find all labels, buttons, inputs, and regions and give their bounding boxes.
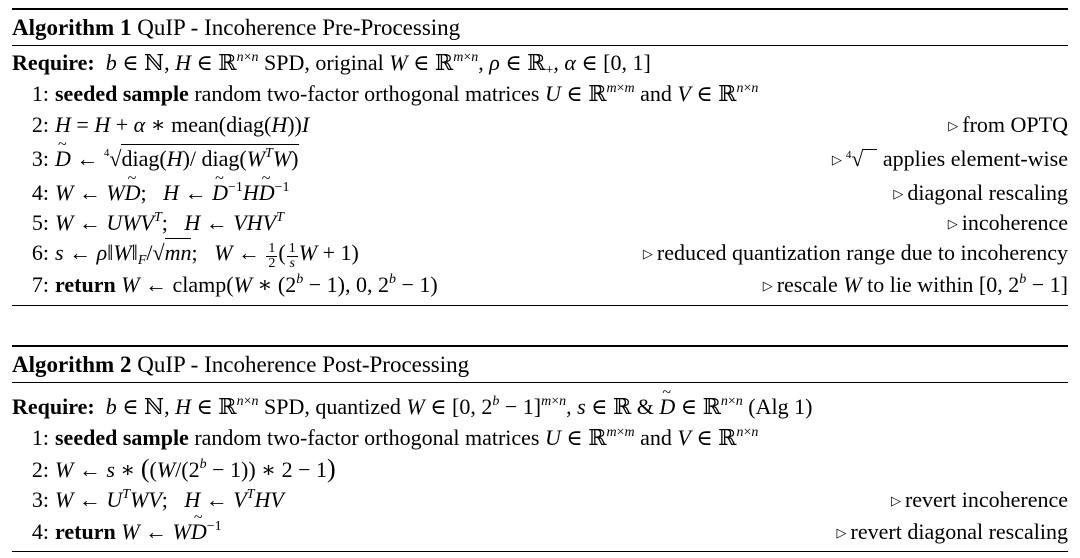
line-math: W ← W~ $D^{-1}$ [121, 519, 221, 544]
algorithm-header [12, 10, 1068, 45]
algo-line-3 [12, 484, 1068, 516]
line-keyword: return [55, 519, 116, 544]
algo-line-6 [12, 237, 1068, 269]
header-rule [12, 45, 1068, 46]
line-math: W ← $U^TWV$; H ← $V^THV$ [55, 487, 284, 512]
algo-line-3 [12, 140, 1068, 177]
comment-text: $^4$√ applies element-wise [845, 146, 1068, 171]
line-number: 5: [31, 210, 49, 235]
require-keyword: Require: [12, 394, 95, 419]
line-comment: ▷ incoherence [947, 210, 1068, 235]
require-text: b ∈ ℕ, H ∈ ℝ$^{n\times n}$ SPD, quantized W ∈ [0, $2^b - 1]^{m\times n}$, s ∈ ℝ & ~ D ∈ ℝ$^{n\times n}$ (Alg 1) [106, 394, 813, 419]
algorithm-label: Algorithm 2 [12, 352, 132, 377]
line-number: 1: [31, 425, 49, 450]
line-number: 3: [31, 146, 49, 171]
algo-line-7 [12, 269, 1068, 301]
line-comment: ▷ diagonal rescaling [893, 180, 1068, 205]
line-number: 1: [31, 81, 49, 106]
line-math: W ← clamp(W ∗ $(2^b - 1)$, 0, $2^b - 1$) [121, 272, 438, 297]
algo-line-5 [12, 208, 1068, 237]
line-keyword: seeded sample [55, 81, 189, 106]
algo-line-1 [12, 78, 1068, 109]
line-math: s ← $\rho‖W‖_F/√mn$; W ← $\frac{1}{2}$ ( $\frac{1}{s}$ W + 1) [55, 240, 359, 271]
require-line [12, 391, 1068, 422]
algorithm-2 [12, 345, 1068, 552]
triangle-icon: ▷ [762, 278, 773, 293]
triangle-icon: ▷ [948, 118, 959, 133]
line-number: 3: [31, 487, 49, 512]
line-number: 2: [31, 112, 49, 137]
triangle-icon: ▷ [642, 246, 653, 261]
triangle-icon: ▷ [893, 186, 904, 201]
bottom-rule [12, 551, 1068, 552]
line-number: 7: [31, 272, 49, 297]
triangle-icon: ▷ [890, 493, 901, 508]
triangle-icon: ▷ [831, 152, 842, 167]
triangle-icon: ▷ [947, 216, 958, 231]
require-text: b ∈ ℕ, H ∈ ℝ$^{n\times n}$ SPD, original W ∈ ℝ$^{m\times n}$, ρ ∈ ℝ$_+$, α ∈ [0, 1] [105, 50, 651, 78]
line-number: 6: [31, 240, 49, 265]
line-comment: ▷ from OPTQ [948, 112, 1068, 137]
line-math: random two-factor orthogonal matrices U ∈ ℝ$^{m\times m}$ and V ∈ ℝ$^{n\times n}$ [194, 425, 759, 451]
algorithm-label: Algorithm 1 [12, 15, 132, 40]
algo-line-4 [12, 516, 1068, 547]
triangle-icon: ▷ [836, 525, 847, 540]
algo-line-2 [12, 453, 1068, 484]
algorithm-title: QuIP - Incoherence Post-Processing [137, 352, 470, 377]
line-comment: ▷ revert incoherence [890, 487, 1068, 512]
algorithm-title: QuIP - Incoherence Pre-Processing [137, 15, 461, 40]
line-comment: ▷ revert diagonal rescaling [836, 519, 1068, 544]
algorithm-1 [12, 8, 1068, 306]
require-keyword: Require: [12, 50, 95, 75]
line-math: W ← $UWV^T$; H ← $VHV^T$ [55, 210, 284, 235]
line-keyword: seeded sample [55, 425, 189, 450]
line-keyword: return [55, 272, 116, 297]
algo-line-1 [12, 422, 1068, 453]
line-math: W ← W~ D; H ← ~ $D^{-1}H\sim$ $D^{-1}$ [55, 180, 290, 205]
line-math: W ← s ∗ ($(W/(2^b - 1))$ ∗ 2 − 1) [55, 454, 336, 483]
algo-line-2 [12, 109, 1068, 140]
line-comment: ▷ rescale W to lie within [0, $2^b - 1$] [762, 272, 1068, 297]
algo-line-4 [12, 177, 1068, 208]
line-math: random two-factor orthogonal matrices U ∈ ℝ$^{m\times m}$ and V ∈ ℝ$^{n\times n}$ [194, 81, 759, 107]
header-rule [12, 382, 1068, 383]
line-math: H = H + α ∗ mean(diag(H))I [55, 112, 310, 137]
line-number: 2: [31, 457, 49, 482]
line-comment [832, 140, 1068, 178]
line-number: 4: [31, 180, 49, 205]
bottom-rule [12, 305, 1068, 306]
line-number: 4: [31, 519, 49, 544]
algorithm-header [12, 347, 1068, 382]
require-line [12, 47, 1068, 78]
line-math: ~ D ← $^4$√diag(H)/ $diag(W^TW)$ [55, 146, 299, 171]
line-comment: ▷ reduced quantization range due to incoherency [642, 240, 1068, 265]
